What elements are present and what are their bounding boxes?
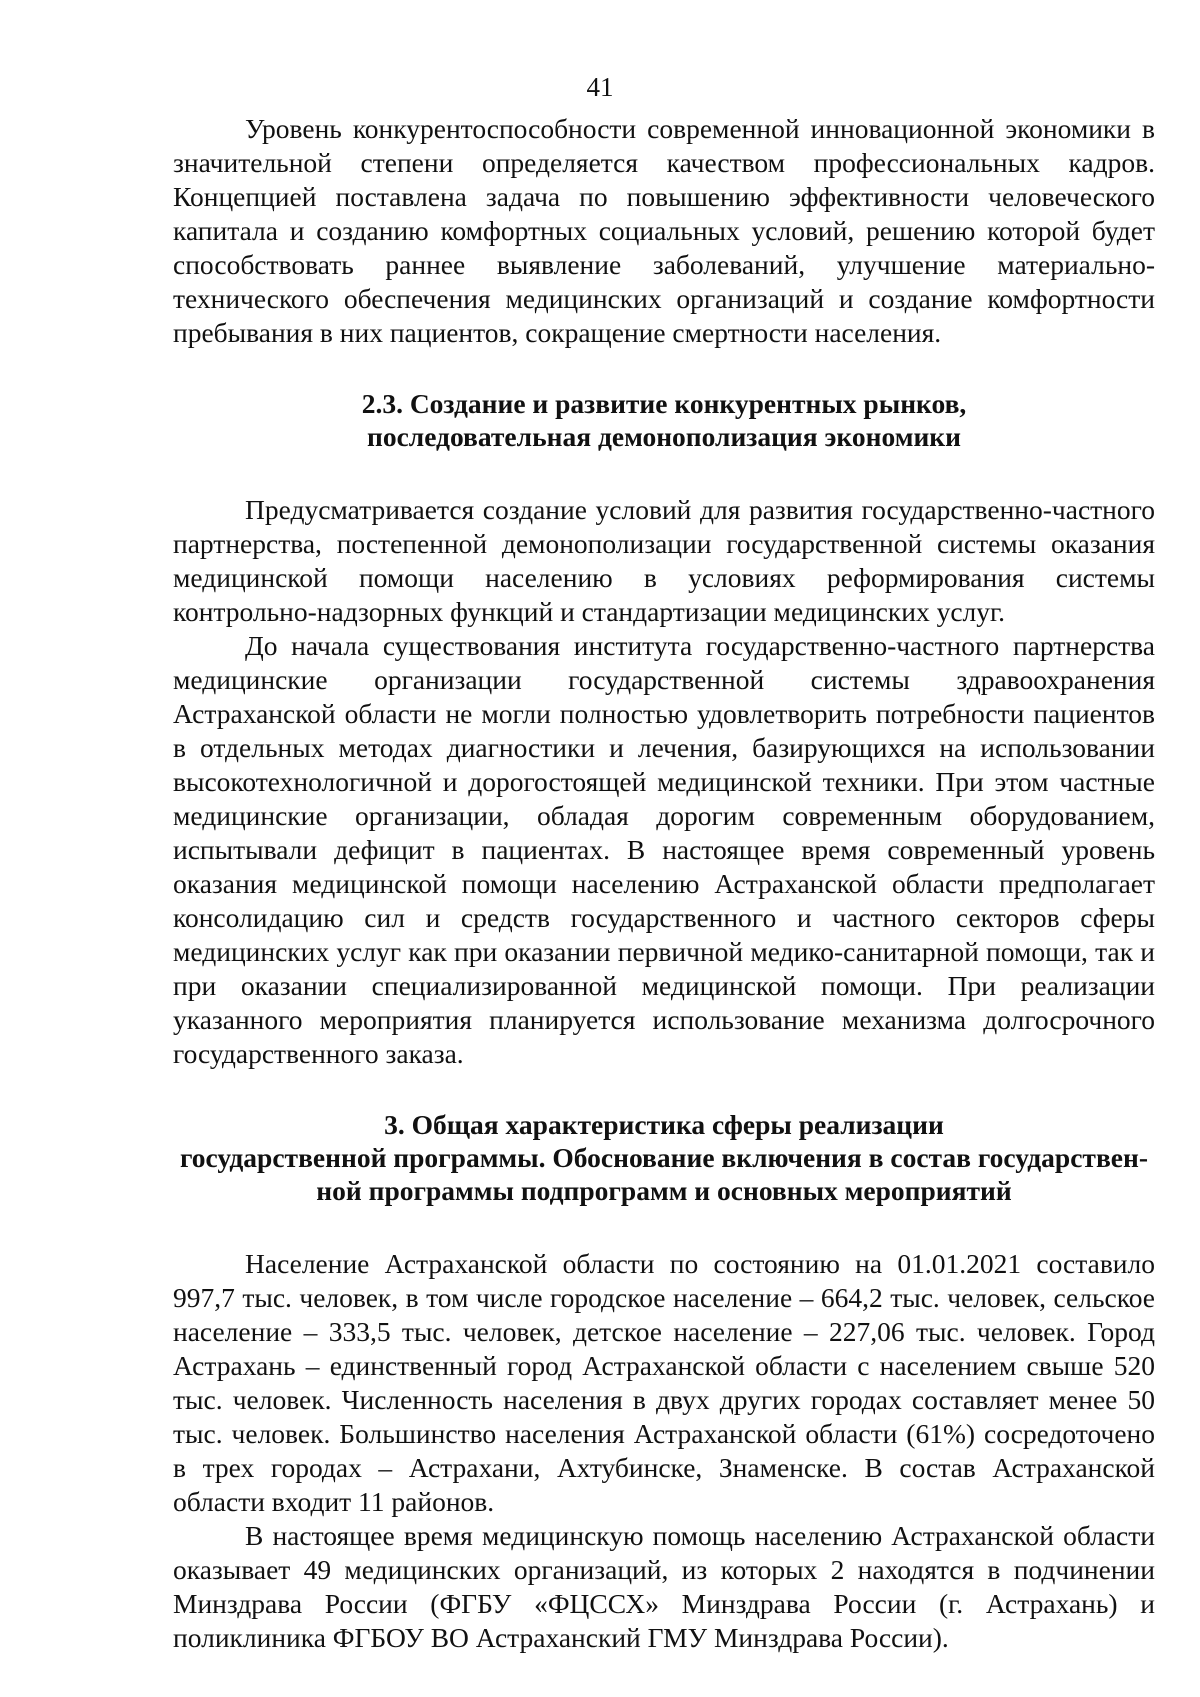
section-heading-line: последовательная демонополизация экономики — [366, 421, 961, 452]
paragraph-partnership: Предусматривается создание условий для развития государственно-частного партнерства, постепенной демонополизации государственной системы оказания медицинской помощи населению в условиях реформирования системы контрольно-надзорных функций и стандартизации медицинских услуг. — [173, 494, 1155, 627]
paragraph-medical-organizations: В настоящее время медицинскую помощь населению Астраханской области оказывает 49 медицинских организаций, из которых 2 находятся в подчинении Минздрава России (ФГБУ «ФЦССХ» Минздрава России (г. Астрахань) и поликлиника ФГБОУ ВО Астраханский ГМУ Минздрава России). — [173, 1520, 1155, 1653]
section-heading-line: 2.3. Создание и развитие конкурентных рынков, — [361, 388, 967, 419]
page-content — [173, 112, 1155, 1655]
section-heading-2-3 — [173, 387, 1155, 453]
paragraph-competitiveness: Уровень конкурентоспособности современной инновационной экономики в значительной степени определяется качеством профессиональных кадров. Концепцией поставлена задача по повышению эффективности человеческого капитала и созданию комфортных социальных условий, решению которой будет способствовать раннее выявление заболеваний, улучшение материально-технического обеспечения медицинских организаций и создание комфортности пребывания в них пациентов, сокращение смертности населения. — [173, 113, 1155, 348]
section-heading-line: государственной программы. Обоснование включения в состав государствен- — [179, 1142, 1149, 1173]
page-number: 41 — [586, 72, 614, 102]
section-heading-line: ной программы подпрограмм и основных мероприятий — [316, 1175, 1012, 1206]
paragraph-population: Население Астраханской области по состоянию на 01.01.2021 составило 997,7 тыс. человек, в том числе городское население – 664,2 тыс. человек, сельское население – 333,5 тыс. человек, детское население – 227,06 тыс. человек. Город Астрахань – единственный город Астраханской области с населением свыше 520 тыс. человек. Численность населения в двух других городах составляет менее 50 тыс. человек. Большинство населения Астраханской области (61%) сосредоточено в трех городах – Астрахани, Ахтубинске, Знаменске. В состав Астраханской области входит 11 районов. — [173, 1248, 1155, 1517]
section-heading-line: 3. Общая характеристика сферы реализации — [384, 1109, 944, 1140]
paragraph-private-public: До начала существования института государственно-частного партнерства медицинские организации государственной системы здравоохранения Астраханской области не могли полностью удовлетворить потребности пациентов в отдельных методах диагностики и лечения, базирующихся на использовании высокотехнологичной и дорогостоящей медицинской техники. При этом частные медицинские организации, обладая дорогим современным оборудованием, испытывали дефицит в пациентах. В настоящее время современный уровень оказания медицинской помощи населению Астраханской области предполагает консолидацию сил и средств государственного и частного секторов сферы медицинских услуг как при оказании первичной медико-санитарной помощи, так и при оказании специализированной медицинской помощи. При реализации указанного мероприятия планируется использование механизма долгосрочного государственного заказа. — [173, 630, 1155, 1069]
section-heading-3 — [173, 1108, 1155, 1207]
